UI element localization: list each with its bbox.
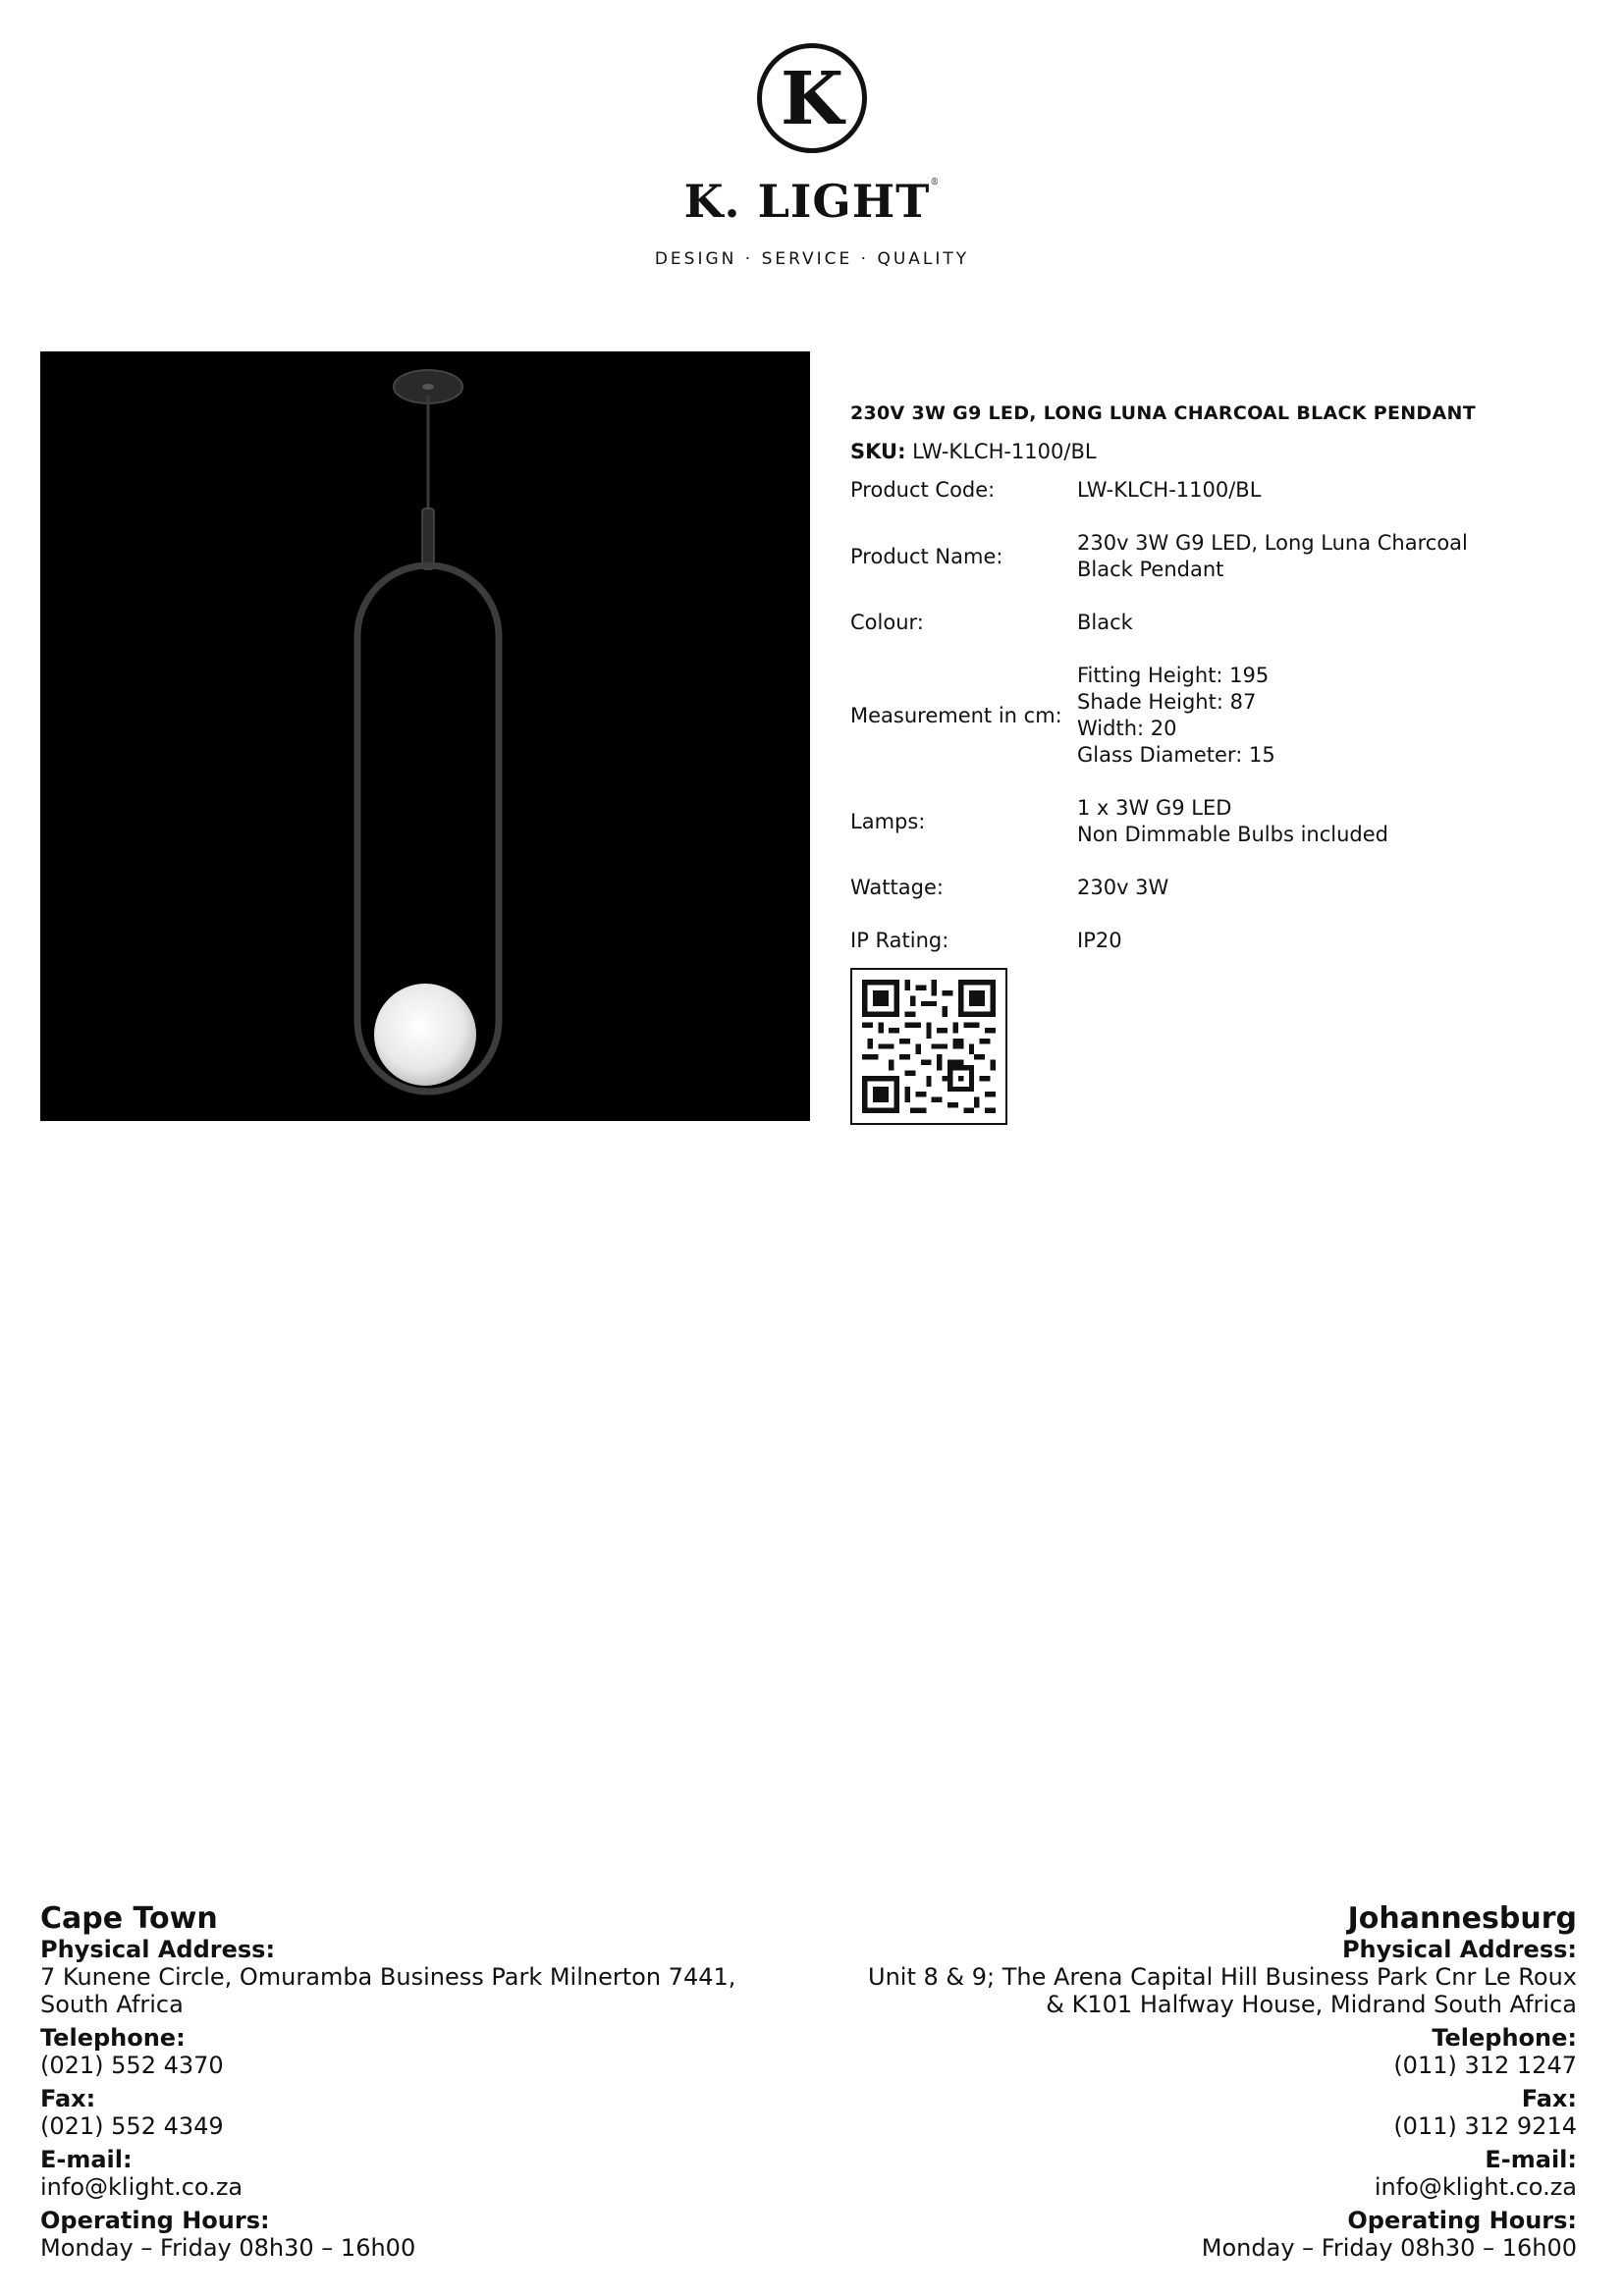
spec-value: LW-KLCH-1100/BL	[1077, 478, 1262, 502]
spec-value	[1077, 663, 1597, 769]
spec-row-product-name	[850, 530, 1597, 583]
address-line: Unit 8 & 9; The Arena Capital Hill Business Park Cnr Le Roux	[868, 1963, 1577, 1991]
spec-value: IP20	[1077, 929, 1122, 952]
product-photo	[40, 351, 810, 1121]
spec-row-lamps	[850, 795, 1597, 848]
spec-value: 230v 3W	[1077, 876, 1169, 899]
sku-label: SKU:	[850, 440, 906, 463]
email-label: E-mail:	[40, 2146, 133, 2173]
header-logo	[0, 43, 1624, 269]
spec-value	[1077, 530, 1597, 583]
spec-value	[1077, 795, 1597, 848]
hours-text: Monday – Friday 08h30 – 16h00	[1201, 2234, 1577, 2262]
spec-row-product-code	[850, 477, 1597, 504]
hours-text: Monday – Friday 08h30 – 16h00	[40, 2234, 416, 2262]
hours-label: Operating Hours:	[40, 2207, 270, 2234]
spec-row-ip-rating	[850, 928, 1597, 954]
spec-row-measurement	[850, 663, 1597, 769]
logo-letter: K	[780, 57, 844, 141]
fax-text: (021) 552 4349	[40, 2112, 224, 2140]
telephone-text: (011) 312 1247	[1393, 2052, 1577, 2079]
spec-value-line: Non Dimmable Bulbs included	[1077, 823, 1388, 846]
hours-label: Operating Hours:	[1347, 2207, 1577, 2234]
spec-row-colour	[850, 610, 1597, 636]
telephone-label: Telephone:	[1432, 2024, 1577, 2052]
address-label: Physical Address:	[40, 1936, 276, 1963]
brand-name	[0, 175, 1624, 228]
fax-text: (011) 312 9214	[1393, 2112, 1577, 2140]
registered-mark: ®	[930, 178, 941, 187]
spec-value-line: 230v 3W G9 LED, Long Luna Charcoal	[1077, 531, 1468, 555]
qr-code-icon	[862, 980, 996, 1113]
logo-emblem	[757, 43, 867, 153]
spec-value: Black	[1077, 611, 1133, 634]
spec-row-wattage	[850, 875, 1597, 901]
spec-label: Product Name:	[850, 544, 1003, 568]
footer-cape-town	[40, 1902, 806, 2262]
address-line: & K101 Halfway House, Midrand South Africa	[1046, 1991, 1577, 2018]
sku-line	[850, 440, 1597, 463]
spec-value-line: Black Pendant	[1077, 558, 1224, 581]
email-link[interactable]: info@klight.co.za	[1374, 2173, 1577, 2201]
product-title: 230V 3W G9 LED, LONG LUNA CHARCOAL BLACK PENDANT	[850, 402, 1476, 424]
telephone-label: Telephone:	[40, 2024, 186, 2052]
spec-value-line: 1 x 3W G9 LED	[1077, 796, 1232, 820]
spec-value-line: Shade Height: 87	[1077, 690, 1257, 714]
spec-value-line: Width: 20	[1077, 717, 1177, 740]
city-heading: Johannesburg	[1347, 1901, 1577, 1936]
fax-label: Fax:	[1521, 2085, 1577, 2112]
spec-label: Wattage:	[850, 876, 944, 899]
sku-value: LW-KLCH-1100/BL	[912, 440, 1097, 463]
spec-value-line: Fitting Height: 195	[1077, 664, 1270, 687]
telephone-text: (021) 552 4370	[40, 2052, 224, 2079]
email-label: E-mail:	[1485, 2146, 1577, 2173]
spec-label: Colour:	[850, 611, 924, 634]
spec-value-line: Glass Diameter: 15	[1077, 743, 1275, 767]
brand-text: K. LIGHT	[683, 175, 931, 228]
email-link[interactable]: info@klight.co.za	[40, 2173, 244, 2201]
spec-label: IP Rating:	[850, 929, 949, 952]
fax-label: Fax:	[40, 2085, 96, 2112]
qr-code[interactable]	[850, 968, 1007, 1125]
spec-label: Measurement in cm:	[850, 703, 1062, 727]
tagline: DESIGN · SERVICE · QUALITY	[654, 249, 970, 269]
address-text: 7 Kunene Circle, Omuramba Business Park Milnerton 7441, South Africa	[40, 1963, 736, 2018]
city-heading: Cape Town	[40, 1901, 218, 1936]
footer-johannesburg	[811, 1902, 1577, 2262]
product-details	[850, 402, 1597, 1125]
spec-label: Lamps:	[850, 809, 926, 833]
spec-label: Product Code:	[850, 478, 996, 502]
pendant-lamp-illustration	[40, 351, 810, 1121]
address-label: Physical Address:	[1341, 1936, 1577, 1963]
